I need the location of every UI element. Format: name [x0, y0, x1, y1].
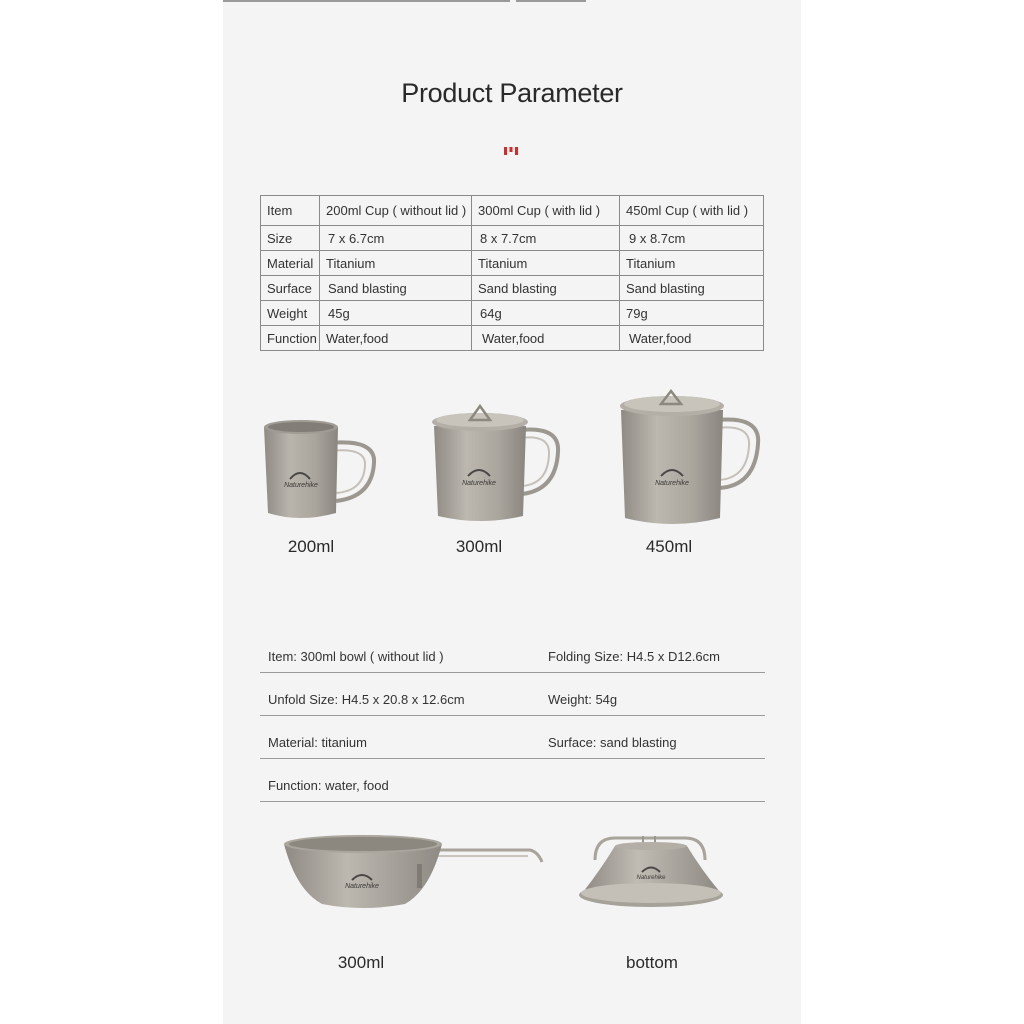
bowl-spec-left: Function: water, food [268, 778, 389, 793]
table-cell: Surface [261, 276, 320, 301]
bowl-300ml-caption: 300ml [337, 953, 385, 972]
cup-200ml-image [258, 415, 383, 527]
table-cell: Sand blasting [620, 276, 764, 301]
table-cell: Titanium [320, 251, 472, 276]
bowl-spec-right: Weight: 54g [548, 692, 618, 707]
top-divider-right [516, 0, 586, 2]
table-cell: Water,food [472, 326, 620, 351]
bowl-spec-left: Material: titanium [268, 735, 367, 750]
table-cell: 79g [620, 301, 764, 326]
table-cell: Titanium [472, 251, 620, 276]
table-cell: Water,food [620, 326, 764, 351]
bowl-300ml-image [280, 830, 545, 915]
table-row [261, 251, 764, 276]
svg-text:Naturehike: Naturehike [284, 482, 318, 489]
table-header-row [261, 196, 764, 226]
table-cell: 64g [472, 301, 620, 326]
table-header-cell: 450ml Cup ( with lid ) [620, 196, 764, 226]
table-cell: 9 x 8.7cm [620, 226, 764, 251]
bowl-bottom-image [575, 832, 730, 917]
table-cell: Function [261, 326, 320, 351]
cup-450ml-image [615, 388, 765, 530]
table-cell: Weight [261, 301, 320, 326]
cup-300ml-image [428, 400, 563, 528]
table-header-cell: 200ml Cup ( without lid ) [320, 196, 472, 226]
table-cell: Water,food [320, 326, 472, 351]
spec-table [260, 195, 764, 351]
bowl-spec-row [260, 629, 765, 673]
bowl-spec-left: Unfold Size: H4.5 x 20.8 x 12.6cm [268, 692, 465, 707]
cup-450ml-caption: 450ml [645, 537, 693, 556]
table-row [261, 326, 764, 351]
table-cell: Size [261, 226, 320, 251]
table-header-cell: Item [261, 196, 320, 226]
bowl-spec-right: Surface: sand blasting [548, 735, 677, 750]
table-cell: Titanium [620, 251, 764, 276]
table-cell: Sand blasting [320, 276, 472, 301]
bowl-spec-right: Folding Size: H4.5 x D12.6cm [548, 649, 720, 664]
bowl-spec-row [260, 758, 765, 802]
table-cell: 8 x 7.7cm [472, 226, 620, 251]
table-cell: Sand blasting [472, 276, 620, 301]
table-row [261, 276, 764, 301]
bowl-spec-row [260, 672, 765, 716]
table-cell: Material [261, 251, 320, 276]
table-row [261, 301, 764, 326]
page-title: Product Parameter [401, 78, 623, 108]
table-cell: 45g [320, 301, 472, 326]
bowl-spec-row [260, 715, 765, 759]
table-row [261, 226, 764, 251]
cup-200ml-caption: 200ml [287, 537, 335, 556]
svg-text:Naturehike: Naturehike [462, 480, 496, 487]
svg-text:Naturehike: Naturehike [636, 875, 666, 881]
red-accent-mark [503, 146, 519, 156]
cup-300ml-caption: 300ml [455, 537, 503, 556]
table-cell: 7 x 6.7cm [320, 226, 472, 251]
table-header-cell: 300ml Cup ( with lid ) [472, 196, 620, 226]
bowl-bottom-caption: bottom [626, 953, 678, 972]
bowl-spec-left: Item: 300ml bowl ( without lid ) [268, 649, 444, 664]
svg-text:Naturehike: Naturehike [345, 883, 379, 890]
top-divider-left [223, 0, 510, 2]
svg-text:Naturehike: Naturehike [655, 480, 689, 487]
